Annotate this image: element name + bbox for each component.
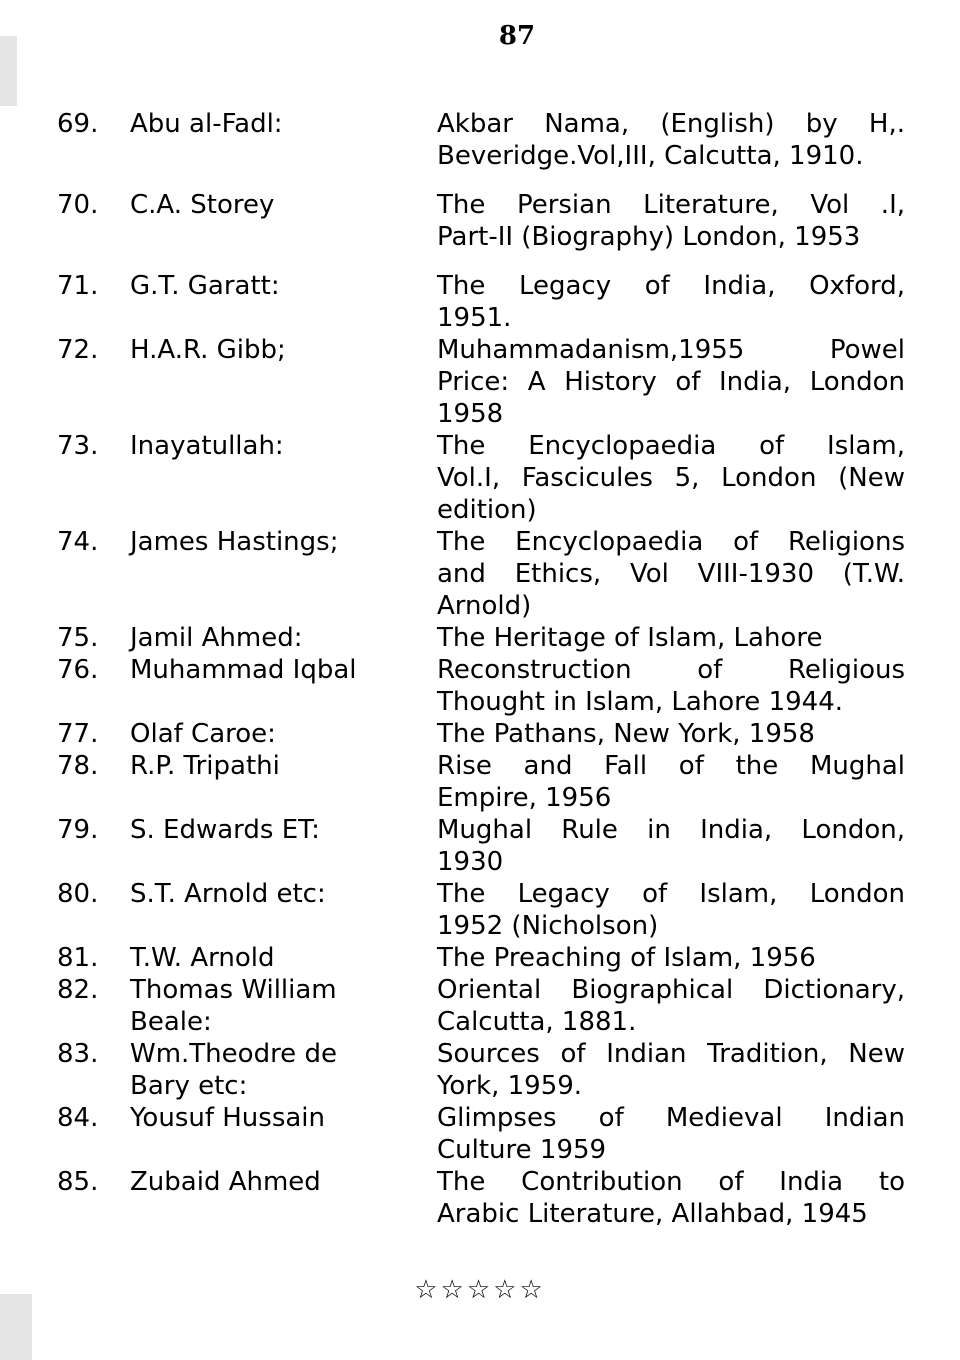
entry-work: [437, 1102, 905, 1166]
scan-artifact-bottom-left: [0, 1294, 32, 1360]
entry-number: 83.: [57, 1039, 99, 1069]
entry-author-line: G.T. Garatt:: [130, 271, 280, 301]
entry-work-line: The Heritage of Islam, Lahore: [437, 623, 823, 653]
entry-author: [130, 750, 437, 814]
entry-author: [130, 718, 437, 750]
entry-work-line: 1952 (Nicholson): [437, 911, 659, 941]
bibliography-entry: [57, 942, 905, 974]
entry-work-line: York, 1959.: [437, 1071, 583, 1101]
entry-number: 75.: [57, 623, 99, 653]
entry-number: 70.: [57, 190, 99, 220]
entry-author-line: C.A. Storey: [130, 190, 275, 220]
entry-work: [437, 430, 905, 526]
entry-author-line: Zubaid Ahmed: [130, 1167, 321, 1197]
entry-work: [437, 334, 905, 430]
entry-work-line: Oriental Biographical Dictionary,: [437, 975, 905, 1005]
entry-work: [437, 526, 905, 622]
entry-work-line: Rise and Fall of the Mughal: [437, 751, 905, 781]
bibliography-entry: [57, 430, 905, 526]
entry-work-line: The Legacy of Islam, London: [437, 879, 905, 909]
entry-work-line: Empire, 1956: [437, 783, 612, 813]
entry-number: 69.: [57, 109, 99, 139]
entry-author-line: T.W. Arnold: [130, 943, 275, 973]
entry-author-line: S.T. Arnold etc:: [130, 879, 326, 909]
bibliography-entry: [57, 108, 905, 172]
bibliography-entry: [57, 974, 905, 1038]
entry-author: [130, 1166, 437, 1230]
entry-author: [130, 1102, 437, 1166]
entry-author-line: R.P. Tripathi: [130, 751, 280, 781]
entry-author-line: H.A.R. Gibb;: [130, 335, 286, 365]
entry-work-line: The Legacy of India, Oxford,: [437, 271, 905, 301]
entry-work: [437, 270, 905, 334]
entry-work-line: Arabic Literature, Allahbad, 1945: [437, 1199, 868, 1229]
entry-author-line: Beale:: [130, 1007, 212, 1037]
entry-work-line: Thought in Islam, Lahore 1944.: [437, 687, 843, 717]
bibliography-entry: [57, 1038, 905, 1102]
bibliography-entry: [57, 526, 905, 622]
bibliography-entry: [57, 189, 905, 253]
entry-author: [130, 942, 437, 974]
entry-work-line: Calcutta, 1881.: [437, 1007, 637, 1037]
bibliography-entry: [57, 814, 905, 878]
entry-author-line: James Hastings;: [130, 527, 339, 557]
entry-work: [437, 189, 905, 253]
entry-work-line: Reconstruction of Religious: [437, 655, 905, 685]
entry-number: 73.: [57, 431, 99, 461]
bibliography-entry: [57, 1102, 905, 1166]
entry-work: [437, 718, 905, 750]
entry-number: 80.: [57, 879, 99, 909]
bibliography-entry: [57, 1166, 905, 1230]
bibliography-list: [0, 108, 960, 1230]
bibliography-entry: [57, 718, 905, 750]
entry-work-line: Part-II (Biography) London, 1953: [437, 222, 861, 252]
entry-work-line: 1930: [437, 847, 504, 877]
entry-number: 81.: [57, 943, 99, 973]
entry-work-line: Vol.I, Fascicules 5, London (New: [437, 463, 905, 493]
entry-author: [130, 108, 437, 172]
entry-number: 82.: [57, 975, 99, 1005]
entry-author: [130, 654, 437, 718]
entry-work-line: The Encyclopaedia of Religions: [437, 527, 905, 557]
entry-work: [437, 108, 905, 172]
entry-number: 78.: [57, 751, 99, 781]
entry-work: [437, 750, 905, 814]
entry-work: [437, 974, 905, 1038]
entry-work: [437, 1166, 905, 1230]
entry-work-line: 1951.: [437, 303, 512, 333]
entry-author-line: Thomas William: [130, 975, 337, 1005]
entry-author: [130, 622, 437, 654]
entry-number: 72.: [57, 335, 99, 365]
bibliography-entry: [57, 654, 905, 718]
entry-author: [130, 430, 437, 526]
entry-work: [437, 814, 905, 878]
entry-work-line: The Contribution of India to: [437, 1167, 905, 1197]
entry-work-line: 1958: [437, 399, 504, 429]
bibliography-entry: [57, 622, 905, 654]
entry-author-line: Muhammad Iqbal: [130, 655, 357, 685]
entry-author-line: S. Edwards ET:: [130, 815, 320, 845]
bibliography-entry: [57, 878, 905, 942]
page-number: 87: [498, 21, 536, 51]
entry-author: [130, 814, 437, 878]
bibliography-entry: [57, 750, 905, 814]
entry-author-line: Wm.Theodre de: [130, 1039, 337, 1069]
entry-work-line: Akbar Nama, (English) by H,.: [437, 109, 905, 139]
entry-author: [130, 189, 437, 253]
entry-work-line: The Preaching of Islam, 1956: [437, 943, 816, 973]
entry-author: [130, 334, 437, 430]
entry-work-line: The Persian Literature, Vol .I,: [437, 190, 905, 220]
entry-author: [130, 878, 437, 942]
bibliography-entry: [57, 270, 905, 334]
entry-work-line: Muhammadanism,1955 Powel: [437, 335, 905, 365]
entry-work-line: Culture 1959: [437, 1135, 607, 1165]
entry-work-line: Mughal Rule in India, London,: [437, 815, 905, 845]
entry-author-line: Inayatullah:: [130, 431, 284, 461]
entry-author-line: Yousuf Hussain: [130, 1103, 326, 1133]
entry-work: [437, 1038, 905, 1102]
entry-author: [130, 526, 437, 622]
entry-work-line: The Pathans, New York, 1958: [437, 719, 815, 749]
entry-author-line: Olaf Caroe:: [130, 719, 276, 749]
entry-author: [130, 1038, 437, 1102]
entry-work: [437, 654, 905, 718]
entry-work-line: Arnold): [437, 591, 532, 621]
entry-author-line: Jamil Ahmed:: [130, 623, 303, 653]
entry-number: 74.: [57, 527, 99, 557]
entry-work-line: The Encyclopaedia of Islam,: [437, 431, 905, 461]
entry-author-line: Bary etc:: [130, 1071, 248, 1101]
entry-work-line: Price: A History of India, London: [437, 367, 905, 397]
entry-work-line: edition): [437, 495, 537, 525]
entry-number: 76.: [57, 655, 99, 685]
entry-work-line: and Ethics, Vol VIII-1930 (T.W.: [437, 559, 905, 589]
entry-work-line: Beveridge.Vol,III, Calcutta, 1910.: [437, 141, 864, 171]
entry-author: [130, 974, 437, 1038]
entry-number: 84.: [57, 1103, 99, 1133]
star-ornament: ☆☆☆☆☆: [414, 1275, 546, 1305]
bibliography-entry: [57, 334, 905, 430]
entry-number: 79.: [57, 815, 99, 845]
entry-work-line: Glimpses of Medieval Indian: [437, 1103, 905, 1133]
entry-author-line: Abu al-Fadl:: [130, 109, 283, 139]
entry-work: [437, 942, 905, 974]
entry-author: [130, 270, 437, 334]
entry-number: 85.: [57, 1167, 99, 1197]
entry-number: 71.: [57, 271, 99, 301]
scan-artifact-top-left: [0, 36, 17, 106]
entry-number: 77.: [57, 719, 99, 749]
entry-work: [437, 878, 905, 942]
entry-work: [437, 622, 905, 654]
entry-work-line: Sources of Indian Tradition, New: [437, 1039, 905, 1069]
